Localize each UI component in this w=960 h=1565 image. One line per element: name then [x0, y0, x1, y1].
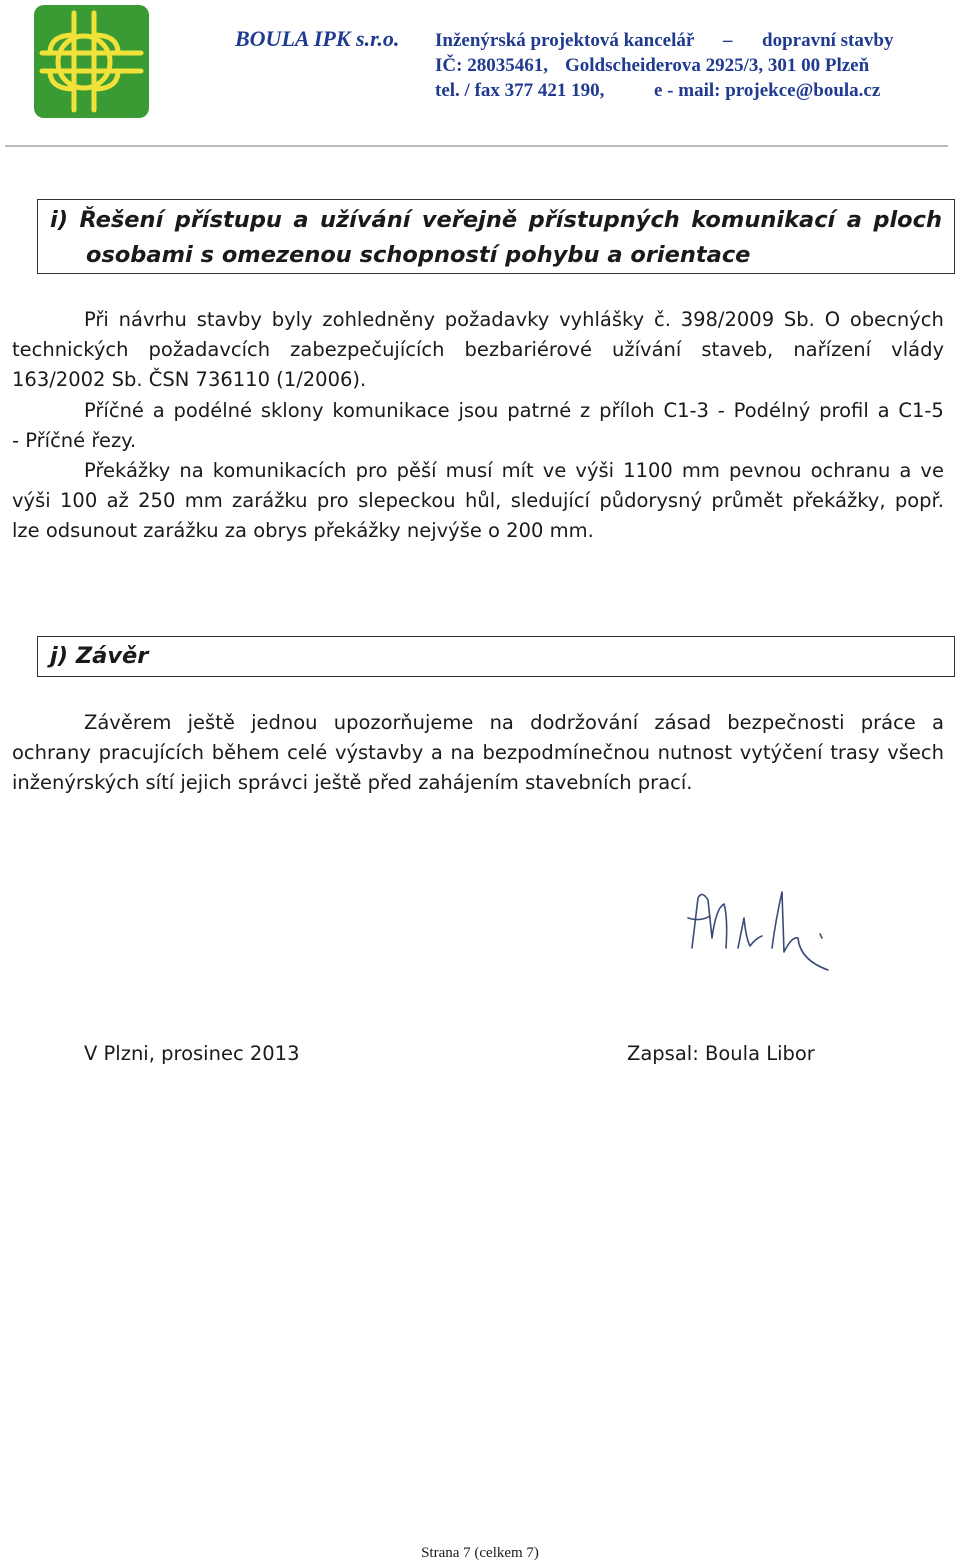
para2-line2: - Příčné řezy.: [12, 429, 137, 452]
word: vlády: [891, 338, 944, 361]
word: až: [106, 489, 129, 512]
word: podélné: [173, 399, 253, 422]
word: na: [450, 741, 475, 764]
word: vyhlášky: [559, 308, 645, 331]
phone: tel. / fax 377 421 190,: [435, 80, 605, 101]
letterhead: [235, 28, 935, 103]
word: a: [430, 741, 443, 764]
word: bezbariérové: [464, 338, 592, 361]
word: na: [179, 459, 204, 482]
conclusion-line3: inženýrských sítí jejich správci ještě před zahájením stavebních prací.: [12, 771, 693, 794]
address: Goldscheiderova 2925/3, 301 00 Plzeň: [565, 55, 870, 76]
word: na: [489, 711, 514, 734]
word: a: [846, 207, 862, 233]
word: ochranu: [810, 459, 891, 482]
company-id: IČ: 28035461,: [435, 55, 548, 76]
word: užívání: [320, 207, 411, 233]
word: obecných: [849, 308, 944, 331]
para3-line1: [84, 456, 944, 486]
word: technických: [12, 338, 129, 361]
word: upozorňujeme: [333, 711, 474, 734]
word: patrné: [507, 399, 572, 422]
word: mm: [184, 489, 223, 512]
word: bezpodmínečnou: [482, 741, 650, 764]
word: pracujících: [98, 741, 205, 764]
word: C1-5: [898, 399, 944, 422]
word: výši: [12, 489, 51, 512]
conclusion-line2: [12, 738, 944, 768]
word: nařízení: [793, 338, 872, 361]
section-i-title-line1: [50, 203, 942, 238]
word: 1100: [623, 459, 673, 482]
word: a: [932, 711, 944, 734]
word: práce: [860, 711, 916, 734]
word: a: [152, 399, 165, 422]
word: 398/2009: [680, 308, 775, 331]
word: dodržování: [530, 711, 639, 734]
word: z: [580, 399, 591, 422]
para1-line1: [84, 305, 944, 335]
word: O: [824, 308, 841, 331]
word: nutnost: [657, 741, 733, 764]
word: staveb,: [701, 338, 774, 361]
word: sledující: [510, 489, 590, 512]
word: mm: [681, 459, 720, 482]
specialty: dopravní stavby: [762, 30, 894, 51]
conclusion-line1: [84, 708, 944, 738]
word: půdorysný: [599, 489, 702, 512]
word: pro: [316, 489, 349, 512]
word: požadavky: [444, 308, 550, 331]
word: jsou: [458, 399, 499, 422]
para1-line2: [12, 335, 944, 365]
word: slepeckou: [358, 489, 456, 512]
word: Závěrem: [84, 711, 172, 734]
word: komunikací: [691, 207, 836, 233]
word: Při: [84, 308, 109, 331]
word: a: [877, 399, 890, 422]
header-divider: [5, 145, 948, 147]
word: trasy: [830, 741, 880, 764]
word: hůl,: [465, 489, 502, 512]
word: ploch: [873, 207, 942, 233]
word: 250: [138, 489, 176, 512]
word: stavby: [196, 308, 262, 331]
word: C1-3: [663, 399, 709, 422]
office-type: Inženýrská projektová kancelář: [435, 30, 695, 51]
word: Sb.: [783, 308, 815, 331]
word: ještě: [187, 711, 235, 734]
section-i-title-line2: osobami s omezenou schopností pohybu a orientace: [86, 242, 751, 268]
word: profil: [819, 399, 869, 422]
para1-line3: 163/2002 Sb. ČSN 736110 (1/2006).: [12, 368, 367, 391]
word: jednou: [251, 711, 318, 734]
word: Podélný: [733, 399, 811, 422]
word: Příčné: [84, 399, 144, 422]
word: užívání: [612, 338, 682, 361]
word: požadavcích: [148, 338, 271, 361]
word: a: [293, 207, 309, 233]
dash: –: [723, 30, 733, 51]
word: sklony: [260, 399, 324, 422]
word: veřejně: [421, 207, 518, 233]
author: Zapsal: Boula Libor: [627, 1042, 815, 1065]
handwritten-signature: [680, 878, 840, 988]
word: ve: [542, 459, 567, 482]
company-name: BOULA IPK s.r.o.: [235, 26, 400, 51]
word: průmět: [711, 489, 783, 512]
section-i-heading: [37, 199, 955, 274]
word: zarážku: [232, 489, 308, 512]
word: během: [211, 741, 280, 764]
word: výši: [575, 459, 615, 482]
word: překážky,: [792, 489, 886, 512]
word: celé: [287, 741, 328, 764]
word: byly: [271, 308, 313, 331]
word: přístupu: [174, 207, 282, 233]
word: bezpečnosti: [727, 711, 845, 734]
para2-line1: [84, 396, 944, 426]
word: zásad: [654, 711, 712, 734]
word: výstavby: [334, 741, 424, 764]
place-date: V Plzni, prosinec 2013: [84, 1042, 300, 1065]
word: -: [717, 399, 725, 422]
word: Řešení: [79, 207, 164, 233]
word: zohledněny: [322, 308, 435, 331]
para3-line2: [12, 486, 944, 516]
word: návrhu: [118, 308, 187, 331]
word: ochrany: [12, 741, 91, 764]
word: zabezpečujících: [290, 338, 445, 361]
word: i): [50, 207, 68, 233]
word: 100: [60, 489, 98, 512]
word: musí: [445, 459, 493, 482]
word: popř.: [894, 489, 944, 512]
page-footer: Strana 7 (celkem 7): [421, 1545, 539, 1561]
word: pro: [355, 459, 388, 482]
word: Překážky: [84, 459, 171, 482]
word: příloh: [599, 399, 655, 422]
para3-line3: lze odsunout zarážku za obrys překážky nejvýše o 200 mm.: [12, 519, 594, 542]
email: e - mail: projekce@boula.cz: [654, 80, 881, 101]
word: pěší: [396, 459, 437, 482]
word: pevnou: [728, 459, 802, 482]
word: přístupných: [528, 207, 680, 233]
company-logo: [34, 5, 149, 118]
word: mít: [501, 459, 534, 482]
word: a: [899, 459, 912, 482]
word: ve: [920, 459, 944, 482]
word: všech: [887, 741, 944, 764]
word: komunikace: [332, 399, 450, 422]
word: č.: [653, 308, 671, 331]
word: komunikacích: [212, 459, 347, 482]
section-j-heading: j) Závěr: [37, 636, 955, 677]
word: vytýčení: [739, 741, 823, 764]
